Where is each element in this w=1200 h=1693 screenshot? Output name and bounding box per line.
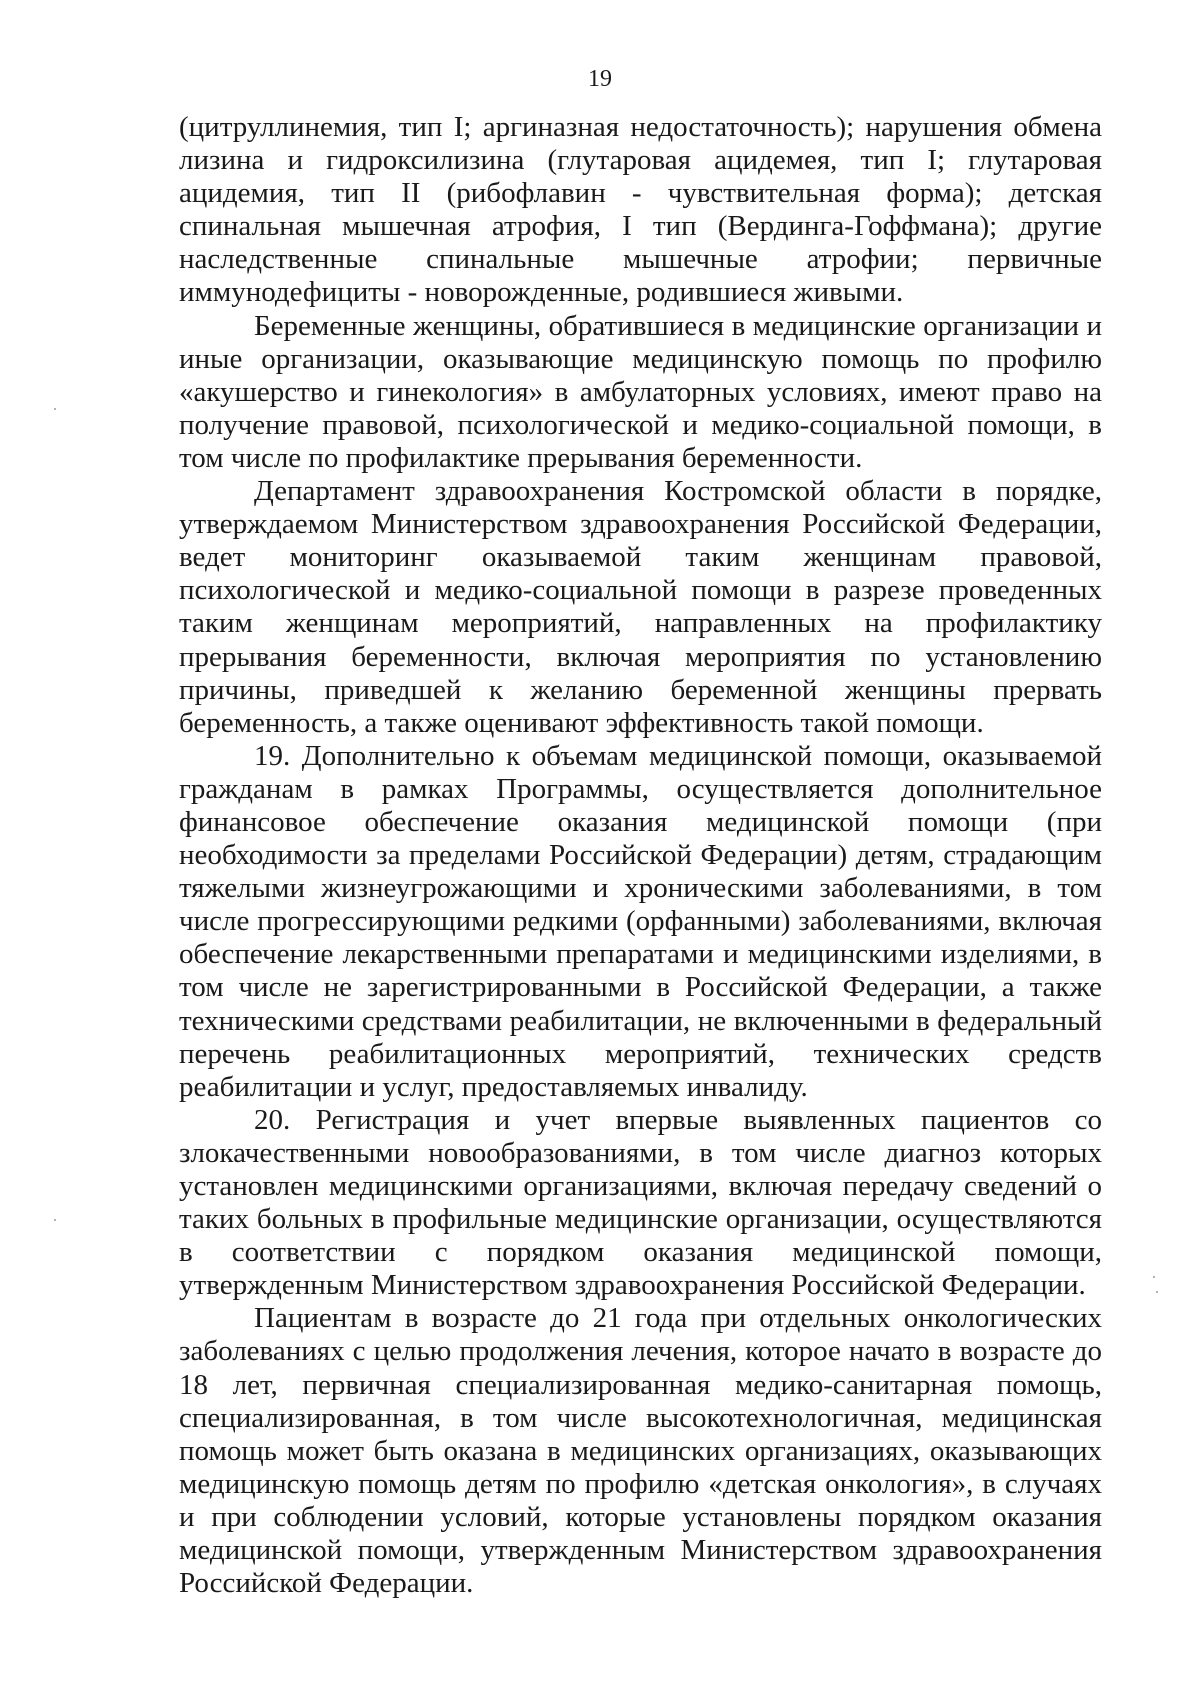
paragraph-6: Пациентам в возрасте до 21 года при отдельных онкологических заболеваниях с целью продолжения лечения, которое начато в возрасте до 18 лет, первичная специализированная медико-санитарная помощь, специализированная, в том числе высокотехнологичная, медицинская помощь может быть оказана в медицинских организациях, оказывающих медицинскую помощь детям по профилю «детская онкология», в случаях и при соблюдении условий, которые установлены порядком оказания медицинской помощи, утвержденным Министерством здравоохранения Российской Федерации.: [179, 1302, 1102, 1600]
document-body: [179, 111, 1102, 1600]
paragraph-3: Департамент здравоохранения Костромской области в порядке, утверждаемом Министерством здравоохранения Российской Федерации, ведет мониторинг оказываемой таким женщинам правовой, психологической и медико-социальной помощи в разрезе проведенных таким женщинам мероприятий, направленных на профилактику прерывания беременности, включая мероприятия по установлению причины, приведшей к желанию беременной женщины прервать беременность, а также оценивают эффективность такой помощи.: [179, 475, 1102, 739]
paragraph-2: Беременные женщины, обратившиеся в медицинские организации и иные организации, оказывающие медицинскую помощь по профилю «акушерство и гинекология» в амбулаторных условиях, имеют право на получение правовой, психологической и медико-социальной помощи, в том числе по профилактике прерывания беременности.: [179, 309, 1102, 474]
page-number: 19: [588, 66, 612, 92]
scan-speck: [54, 1219, 56, 1221]
paragraph-1: (цитруллинемия, тип I; аргиназная недостаточность); нарушения обмена лизина и гидроксилизина (глутаровая ацидемея, тип I; глутаровая ацидемия, тип II (рибофлавин - чувствительная форма); детская спинальная мышечная атрофия, I тип (Вердинга-Гоффмана); другие наследственные спинальные мышечные атрофии; первичные иммунодефициты - новорожденные, родившиеся живыми.: [179, 111, 1102, 309]
scan-speck: [54, 408, 56, 410]
scan-speck: [1156, 1291, 1158, 1293]
paragraph-4: 19. Дополнительно к объемам медицинской помощи, оказываемой гражданам в рамках Программы, осуществляется дополнительное финансовое обеспечение оказания медицинской помощи (при необходимости за пределами Российской Федерации) детям, страдающим тяжелыми жизнеугрожающими и хроническими заболеваниями, в том числе прогрессирующими редкими (орфанными) заболеваниями, включая обеспечение лекарственными препаратами и медицинскими изделиями, в том числе не зарегистрированными в Российской Федерации, а также техническими средствами реабилитации, не включенными в федеральный перечень реабилитационных мероприятий, технических средств реабилитации и услуг, предоставляемых инвалиду.: [179, 739, 1102, 1103]
paragraph-5: 20. Регистрация и учет впервые выявленных пациентов со злокачественными новообразованиями, в том числе диагноз которых установлен медицинскими организациями, включая передачу сведений о таких больных в профильные медицинские организации, осуществляются в соответствии с порядком оказания медицинской помощи, утвержденным Министерством здравоохранения Российской Федерации.: [179, 1103, 1102, 1302]
scan-speck: [1153, 1276, 1155, 1278]
